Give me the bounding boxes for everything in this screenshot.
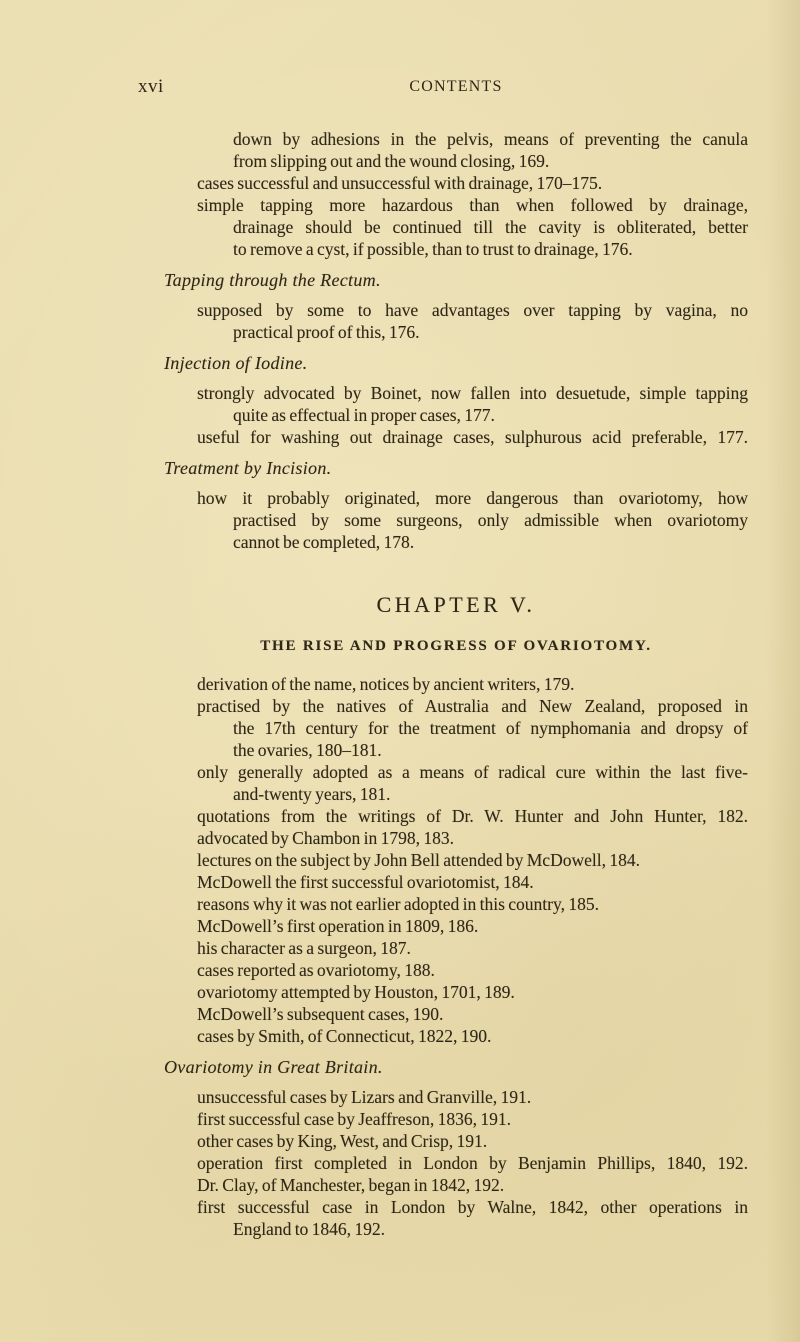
toc-entry-line: cannot be completed, 178.	[233, 532, 415, 552]
toc-entry-line: drainage should be continued till the cavity is obliterated, better	[233, 217, 748, 237]
toc-entry-line: down by adhesions in the pelvis, means of preventing the canula	[233, 129, 748, 149]
toc-entry-line: only generally adopted as a means of radical cure within the last five-	[197, 762, 748, 782]
toc-entry-line: and-twenty years, 181.	[233, 784, 391, 804]
section-heading: Injection of Iodine.	[164, 353, 308, 373]
toc-entry-line: lectures on the subject by John Bell attended by McDowell, 184.	[197, 850, 640, 870]
toc-entry-line: his character as a surgeon, 187.	[197, 938, 411, 958]
toc-entry-line: the 17th century for the treatment of nymphomania and dropsy of	[233, 718, 748, 738]
page-number: xvi	[138, 76, 164, 97]
toc-entry-line: England to 1846, 192.	[233, 1219, 386, 1239]
toc-entry-line: practical proof of this, 176.	[233, 322, 420, 342]
toc-entry-line: cases by Smith, of Connecticut, 1822, 190.	[197, 1026, 492, 1046]
page-header	[0, 76, 800, 102]
toc-entry-line: other cases by King, West, and Crisp, 191.	[197, 1131, 488, 1151]
toc-entry-line: from slipping out and the wound closing, 169.	[233, 151, 550, 171]
toc-entry-line: quotations from the writings of Dr. W. Hunter and John Hunter, 182.	[197, 806, 748, 826]
toc-entry-line: how it probably originated, more dangerous than ovariotomy, how	[197, 488, 748, 508]
toc-entry-line: unsuccessful cases by Lizars and Granville, 191.	[197, 1087, 532, 1107]
toc-entry-line: practised by some surgeons, only admissible when ovariotomy	[233, 510, 748, 530]
chapter-title: THE RISE AND PROGRESS OF OVARIOTOMY.	[260, 638, 652, 654]
toc-entry-line: useful for washing out drainage cases, sulphurous acid preferable, 177.	[197, 427, 748, 447]
section-heading: Tapping through the Rectum.	[164, 270, 381, 290]
toc-entry-line: operation first completed in London by Benjamin Phillips, 1840, 192.	[197, 1153, 748, 1173]
toc-entry-line: the ovaries, 180–181.	[233, 740, 382, 760]
toc-entry-line: first successful case in London by Walne, 1842, other operations in	[197, 1197, 748, 1217]
section-heading: Ovariotomy in Great Britain.	[164, 1057, 383, 1077]
toc-entry-line: ovariotomy attempted by Houston, 1701, 189.	[197, 982, 515, 1002]
toc-entry-line: quite as effectual in proper cases, 177.	[233, 405, 495, 425]
toc-entry-line: practised by the natives of Australia and New Zealand, proposed in	[197, 696, 748, 716]
toc-entry-line: derivation of the name, notices by ancient writers, 179.	[197, 674, 575, 694]
toc-entry-line: reasons why it was not earlier adopted in this country, 185.	[197, 894, 599, 914]
toc-entry-line: supposed by some to have advantages over tapping by vagina, no	[197, 300, 748, 320]
toc-entry-line: cases successful and unsuccessful with drainage, 170–175.	[197, 173, 603, 193]
toc-entry-line: simple tapping more hazardous than when followed by drainage,	[197, 195, 748, 215]
toc-entry-line: first successful case by Jeaffreson, 1836, 191.	[197, 1109, 511, 1129]
toc-entry-line: cases reported as ovariotomy, 188.	[197, 960, 435, 980]
table-of-contents	[164, 128, 748, 1240]
toc-entry-line: McDowell’s first operation in 1809, 186.	[197, 916, 479, 936]
toc-entry-line: McDowell the first successful ovariotomist, 184.	[197, 872, 534, 892]
toc-entry-line: McDowell’s subsequent cases, 190.	[197, 1004, 444, 1024]
toc-entry-line: Dr. Clay, of Manchester, began in 1842, 192.	[197, 1175, 505, 1195]
chapter-number: CHAPTER V.	[376, 592, 536, 617]
toc-entry-line: advocated by Chambon in 1798, 183.	[197, 828, 454, 848]
toc-entry-line: to remove a cyst, if possible, than to trust to drainage, 176.	[233, 239, 633, 259]
running-title: CONTENTS	[409, 78, 503, 95]
toc-entry-line: strongly advocated by Boinet, now fallen into desuetude, simple tapping	[197, 383, 748, 403]
section-heading: Treatment by Incision.	[164, 458, 332, 478]
